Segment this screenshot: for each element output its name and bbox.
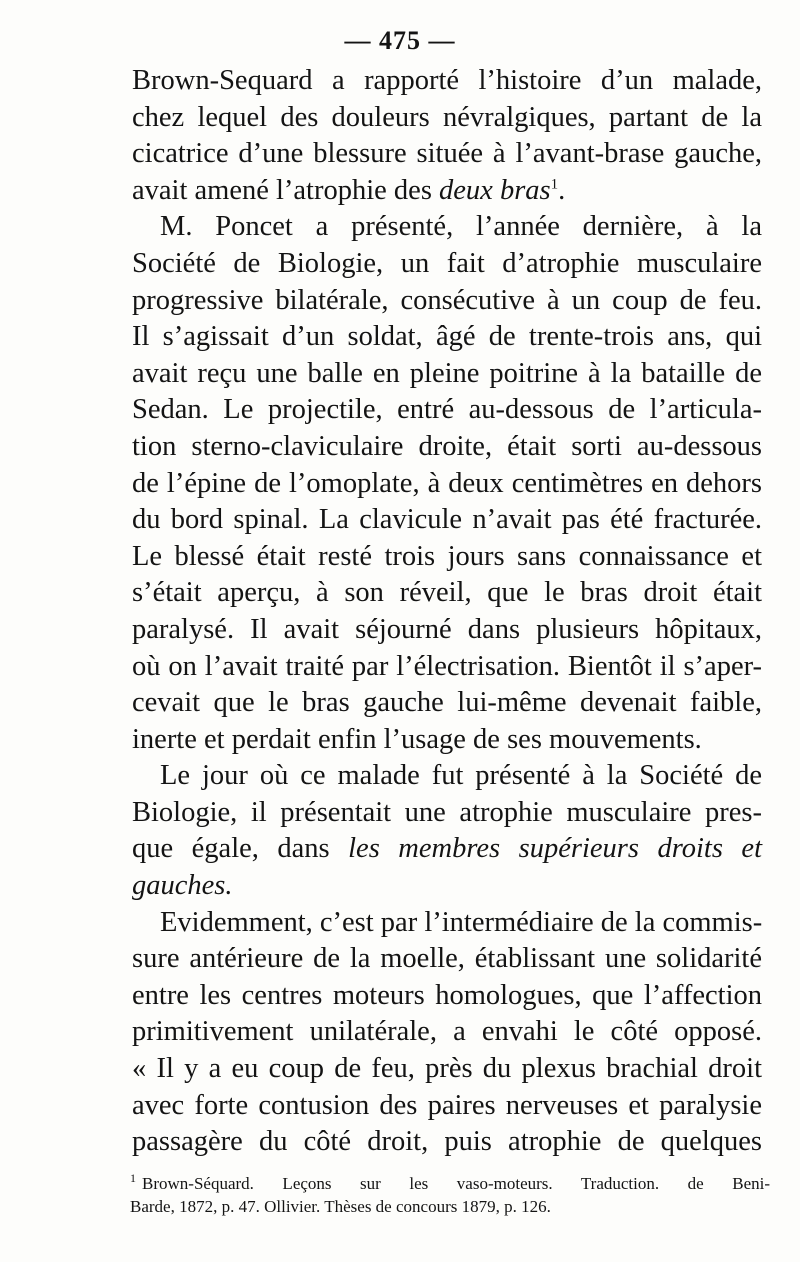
- text-line-11: tion sterno-claviculaire droite, était sorti au-dessous: [132, 430, 762, 462]
- text-line-30: passagère du côté droit, puis atrophie de quelques: [132, 1126, 762, 1158]
- text-line-22-start: que égale, dans: [132, 833, 330, 865]
- text-line-14: Le blessé était resté trois jours sans connaissance et: [132, 540, 762, 572]
- text-line-28: « Il y a eu coup de feu, près du plexus brachial droit: [132, 1053, 762, 1085]
- footnote-line-1-text: Brown-Séquard. Leçons sur les vaso-moteurs. Traduction. de Beni-: [142, 1174, 770, 1193]
- text-line-26: entre les centres moteurs homologues, que l’affection: [132, 979, 762, 1011]
- text-line-12: de l’épine de l’omoplate, à deux centimètres en dehors: [132, 467, 762, 499]
- text-line-17: où on l’avait traité par l’électrisation. Bientôt il s’aper-: [132, 650, 762, 682]
- text-line-18: cevait que le bras gauche lui-même devenait faible,: [132, 687, 762, 719]
- page-number: — 475 —: [344, 26, 456, 55]
- text-line-27: primitivement unilatérale, a envahi le côté opposé.: [132, 1016, 762, 1048]
- text-line-22: [132, 831, 762, 868]
- sentence-period: .: [558, 174, 566, 206]
- footnote-line-1: [130, 1172, 770, 1195]
- text-line-4: [132, 173, 762, 210]
- footnote: [130, 1172, 770, 1218]
- text-line-16: paralysé. Il avait séjourné dans plusieurs hôpitaux,: [132, 613, 762, 645]
- text-line-21: Biologie, il présentait une atrophie musculaire pres-: [132, 796, 762, 828]
- text-line-1: Brown-Sequard a rapporté l’histoire d’un malade,: [132, 65, 762, 96]
- text-line-15: s’était aperçu, à son réveil, que le bras droit était: [132, 577, 762, 609]
- text-line-25: sure antérieure de la moelle, établissant une solidarité: [132, 943, 762, 975]
- text-line-9: avait reçu une balle en pleine poitrine à la bataille de: [132, 357, 762, 389]
- footnote-reference: 1: [550, 176, 559, 193]
- italic-membres: les membres supérieurs droits et: [348, 833, 762, 865]
- text-line-10: Sedan. Le projectile, entré au-dessous de l’articula-: [132, 394, 762, 426]
- text-line-4-start: avait amené l’atrophie des: [132, 174, 432, 206]
- footnote-line-2: Barde, 1872, p. 47. Ollivier. Thèses de concours 1879, p. 126.: [130, 1197, 551, 1216]
- text-line-2: chez lequel des douleurs névralgiques, partant de la: [132, 101, 762, 133]
- text-line-3: cicatrice d’une blessure située à l’avant-brase gauche,: [132, 138, 762, 170]
- italic-deux-bras: deux bras: [439, 174, 551, 206]
- text-line-23: gauches.: [132, 870, 233, 902]
- text-line-29: avec forte contusion des paires nerveuses et paralysie: [132, 1089, 762, 1121]
- body-text: [132, 63, 762, 1161]
- text-line-19: inerte et perdait enfin l’usage de ses mouvements.: [132, 723, 702, 755]
- text-line-24: Evidemment, c’est par l’intermédiaire de la commis-: [160, 906, 763, 938]
- text-line-5: M. Poncet a présenté, l’année dernière, à la: [160, 211, 762, 243]
- text-line-6: Société de Biologie, un fait d’atrophie musculaire: [132, 247, 762, 279]
- footnote-marker: 1: [130, 1171, 136, 1186]
- text-line-8: Il s’agissait d’un soldat, âgé de trente-trois ans, qui: [132, 321, 762, 353]
- text-line-20: Le jour où ce malade fut présenté à la Société de: [160, 760, 762, 792]
- text-line-13: du bord spinal. La clavicule n’avait pas été fracturée.: [132, 504, 762, 536]
- text-line-7: progressive bilatérale, consécutive à un coup de feu.: [132, 284, 762, 316]
